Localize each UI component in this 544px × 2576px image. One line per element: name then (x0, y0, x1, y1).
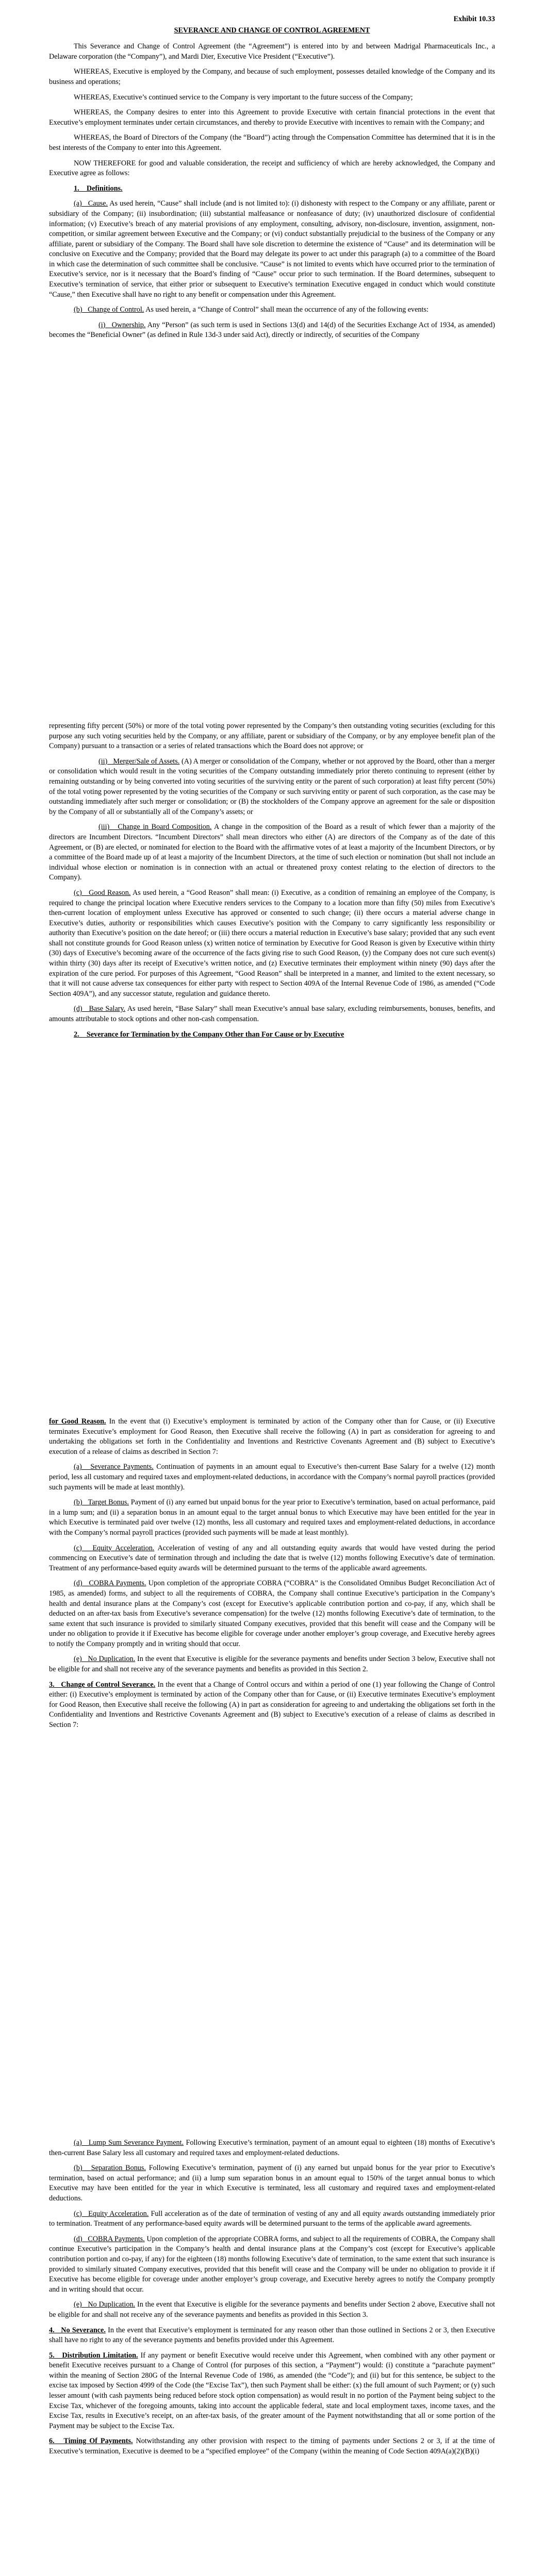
page-4-content (49, 2138, 495, 2462)
change-of-control-label: (b) Change of Control. (74, 306, 144, 314)
s2-no-duplication (49, 1654, 495, 1674)
cause-definition (49, 199, 495, 300)
section-1-title: 1. Definitions. (74, 184, 123, 193)
s3-cobra-payments-label: (d) COBRA Payments. (74, 2234, 145, 2243)
section-2-intro-text: In the event that (i) Executive’s employment is terminated by action of the Company other than for Cause, or (ii) Executive terminates Executive’s employment for Good Reason, then Executive shall receive the following (A) in part as consideration for agreeing to and undertaking the obligations set forth in the Confidentiality and Inventions and Restrictive Covenants Agreement and (B) subject to Executive’s execution of a release of claims as described in Section 7: (49, 1417, 495, 1456)
s3-cobra-payments (49, 2234, 495, 2295)
section-3-text: In the event that a Change of Control occurs and within a period of one (1) year following the Change of Control either: (i) Executive’s employment is terminated by action of the Company other than for Cause, or (ii) Executive terminates Executive’s employment for Good Reason, then Executive shall receive the following (A) in part as consideration for agreeing to and undertaking the obligations set forth in the Confidentiality and Inventions and Restrictive Covenants Agreement and (B) subject to Executive’s execution of a release of claims as described in Section 7: (49, 1680, 495, 1730)
merger-label: (ii) Merger/Sale of Assets. (98, 757, 180, 766)
s2-severance-payments (49, 1462, 495, 1493)
section-5 (49, 2351, 495, 2432)
whereas-3: WHEREAS, the Company desires to enter into this Agreement to provide Executive with certain financial protections in the event that Executive’s employment terminates under certain circumstances, and thereby to provide Executive with incentives to remain with the Company; and (49, 108, 495, 127)
base-salary-text: As used herein, “Base Salary” shall mean Executive’s annual base salary, excluding reimbursements, bonuses, benefits, and amounts attributable to stock options and other non-cash compensation. (49, 1005, 495, 1024)
section-6-heading: 6. Timing Of Payments. (49, 2437, 133, 2446)
ownership-clause (49, 320, 495, 341)
section-5-text: If any payment or benefit Executive would receive under this Agreement, when combined with any other payment or benefit Executive receives pursuant to a Change of Control (for purposes of this section, a “Payment”) would: (i) constitute a “parachute payment” within the meaning of Section 280G of the Internal Revenue Code of 1986, as amended (the “Code”); and (ii) but for this sentence, be subject to the excise tax imposed by Section 4999 of the Code (the “Excise Tax”), then such Payment shall be either: (x) the full amount of such Payment; or (y) such lesser amount (with cash payments being reduced before stock option compensation) as would result in no portion of the Payment being subject to the Excise Tax, whichever of the foregoing amounts, taking into account the applicable federal, state and local employment taxes, income taxes, and the Excise Tax, results in Executive’s receipt, on an after-tax basis, of the greater amount of the Payment notwithstanding that all or some portion of the Payment may be subject to the Excise Tax. (49, 2351, 495, 2430)
board-composition-clause (49, 822, 495, 883)
page-3 (0, 1396, 544, 2123)
s3-equity-acceleration-text: Full acceleration as of the date of termination of vesting of any and all equity awards outstanding immediately prior to termination. Treatment of any performance-based equity awards will be determined pursuant to the terms of the applicable award agreements. (49, 2209, 495, 2228)
section-6-text: Notwithstanding any other provision with respect to the timing of payments under Sections 2 or 3, if at the time of Executive’s termination, Executive is deemed to be a “specified employee” of the Company (within the meaning of Code Section 409A(a)(2)(B)(i) (49, 2437, 496, 2456)
intro-paragraph: This Severance and Change of Control Agreement (the “Agreement”) is entered into by and between Madrigal Pharmaceuticals Inc., a Delaware corporation (the “Company”), and Mardi Dier, Executive Vice President (“Executive”). (49, 42, 495, 61)
s2-equity-acceleration-text: Acceleration of vesting of any and all outstanding equity awards that would have vested during the period commencing on Executive’s date of termination through and including the date that is twelve (12) months following Executive’s date of termination. Treatment of any performance-based equity awards will be determined pursuant to the terms of the applicable award agreements. (49, 1544, 496, 1572)
s2-no-duplication-text: In the event that Executive is eligible for the severance payments and benefits under Section 3 below, Executive shall not be eligible for and shall not receive any of the severance payments and benefits as provided in this Section 2. (49, 1655, 496, 1674)
page-1 (0, 0, 544, 701)
section-2-continued (49, 1417, 495, 1457)
s2-equity-acceleration-label: (c) Equity Acceleration. (74, 1544, 155, 1552)
s3-equity-acceleration-label: (c) Equity Acceleration. (74, 2209, 149, 2218)
section-3 (49, 1680, 495, 1731)
s2-equity-acceleration (49, 1544, 495, 1574)
base-salary-definition (49, 1004, 495, 1024)
s3-no-duplication-text: In the event that Executive is eligible for the severance payments and benefits under Section 2 above, Executive shall not be eligible for and shall not receive any of the severance payments and benefits as provided in this Section 3. (49, 2300, 496, 2319)
s3-no-duplication (49, 2300, 495, 2320)
s2-severance-payments-label: (a) Severance Payments. (74, 1463, 154, 1471)
whereas-1: WHEREAS, Executive is employed by the Company, and because of such employment, possesses detailed knowledge of the Company and its business and operations; (49, 67, 495, 86)
page-2-content (49, 721, 495, 1045)
page-2 (0, 701, 544, 1396)
cause-label: (a) Cause. (74, 199, 108, 208)
change-of-control-definition (49, 305, 495, 315)
s3-separation-bonus (49, 2163, 495, 2204)
s2-cobra-payments-text: Upon completion of the appropriate COBRA (“COBRA” is the Consolidated Omnibus Budget Reconciliation Act of 1985, as amended) forms, and subject to all the requirements of COBRA, the Company shall continue Executive’s participation in the Company’s health and dental insurance plans at the Company’s cost (except for Executive’s applicable contribution portion and co-pay, if any, which shall be deducted on an after-tax basis from Executive’s severance compensation) for the twelve (12) months following Executive’s date of termination, to the same extent that such insurance is provided to similarly situated Company executives, provided that this benefit will cease and the Company will be under no obligation to provide it if Executive has become eligible for coverage under another employer’s group coverage, and Executive hereby agrees to notify the Company promptly and in writing should that occur. (49, 1579, 496, 1648)
section-4-heading: 4. No Severance. (49, 2326, 106, 2334)
s2-target-bonus-label: (b) Target Bonus. (74, 1498, 129, 1507)
page-3-content (49, 1417, 495, 1736)
cause-text: As used herein, “Cause” shall include (and is not limited to): (i) dishonesty with respect to the Company or any affiliate, parent or subsidiary of the Company; (ii) insubordination; (iii) substantial malfeasance or nonfeasance of duty; (iv) unauthorized disclosure of confidential information; (v) Executive’s breach of any material provisions of any employment, consulting, advisory, non-disclosure, invention, assignment, non-competition, or similar agreement between Executive and the Company; or (vi) conduct substantially prejudicial to the business of the Company or any affiliate, parent or subsidiary of the Company. The Board shall have sole discretion to determine the existence of “Cause” and its determination will be conclusive on Executive and the Company; provided that the Board may delegate its power to act under this paragraph (a) to a committee of the Board in which case the determination of such committee shall be conclusive. “Cause” is not limited to events which have occurred prior to the termination of Executive’s service, nor is it necessary that the Board’s finding of “Cause” occur prior to such termination. If the Board determines, subsequent to Executive’s termination of service, that either prior or subsequent to Executive’s termination Executive engaged in conduct which would constitute “Cause,” then Executive shall have no right to any benefit or compensation under this Agreement. (49, 199, 495, 299)
s3-cobra-payments-text: Upon completion of the appropriate COBRA forms, and subject to all the requirements of COBRA, the Company shall continue Executive’s participation in the Company’s health and dental insurance plans at the Company’s cost (except for Executive’s applicable contribution portion and co-pay, if any) for the eighteen (18) months following Executive’s date of termination, to the same extent that such insurance is provided to similarly situated Company executives, provided that this benefit will cease and the Company will be under no obligation to provide it if Executive has become eligible for coverage under another employer’s group coverage, and Executive hereby agrees to notify the Company promptly and in writing should that occur. (49, 2234, 495, 2294)
base-salary-label: (d) Base Salary. (74, 1005, 126, 1013)
page-4 (0, 2123, 544, 2576)
section-5-heading: 5. Distribution Limitation. (49, 2351, 138, 2360)
s3-lump-sum-text: Following Executive’s termination, payment of an amount equal to eighteen (18) months of Executive’s then-current Base Salary less all customary and required taxes and employment-related deductions. (49, 2139, 496, 2157)
good-reason-definition (49, 888, 495, 999)
s3-no-duplication-label: (e) No Duplication. (74, 2300, 136, 2309)
s2-target-bonus (49, 1498, 495, 1538)
s3-equity-acceleration (49, 2209, 495, 2229)
good-reason-label: (c) Good Reason. (74, 888, 131, 897)
s2-severance-payments-text: Continuation of payments in an amount equal to Executive’s then-current Base Salary for a twelve (12) month period, less all customary and required taxes and employment-related deductions, in accordance with the Company’s normal payroll practices (provided such payments will be made at least monthly). (49, 1463, 495, 1492)
section-3-heading: 3. Change of Control Severance. (49, 1680, 156, 1689)
ownership-label: (i) Ownership. (98, 320, 146, 329)
board-composition-label: (iii) Change in Board Composition. (98, 823, 212, 832)
whereas-4: WHEREAS, the Board of Directors of the Company (the “Board”) acting through the Compensation Committee has determined that it is in the best interests of the Company to enter into this Agreement. (49, 133, 495, 152)
whereas-2: WHEREAS, Executive’s continued service to the Company is very important to the future success of the Company; (74, 93, 413, 101)
merger-clause (49, 757, 495, 818)
merger-text: (A) A merger or consolidation of the Company, whether or not approved by the Board, other than a merger or consolidation which would result in the voting securities of the Company outstanding immediately prior thereto continuing to represent (either by remaining outstanding or by being converted into voting securities of the surviving entity or the parent of such corporation) at least fifty percent (50%) of the total voting power represented by the voting securities of the Company or such surviving entity or parent of such corporation, as the case may be outstanding immediately after such merger or consolidation; or (B) the stockholders of the Company approve an agreement for the sale or disposition by the Company of all or substantially all of the Company’s assets; or (49, 757, 495, 816)
section-4 (49, 2326, 495, 2346)
section-4-text: In the event that Executive’s employment is terminated for any reason other than those outlined in Sections 2 or 3, then Executive shall have no right to any of the severance payments and benefits provided under this Agreement. (49, 2326, 496, 2345)
section-2-heading (49, 1030, 495, 1040)
s3-lump-sum-label: (a) Lump Sum Severance Payment. (74, 2139, 184, 2147)
document-title: SEVERANCE AND CHANGE OF CONTROL AGREEMENT (174, 26, 370, 35)
section-1-heading (49, 184, 495, 194)
s3-separation-bonus-text: Following Executive’s termination, payment of (i) any earned but unpaid bonus for the year prior to Executive’s termination, based on actual performance; and (ii) a lump sum separation bonus in an amount equal to 150% of the target annual bonus to which Executive may have been entitled for the year in which Executive is terminated, less all customary and required taxes and employment-related deductions. (49, 2164, 495, 2202)
s3-separation-bonus-label: (b) Separation Bonus. (74, 2164, 146, 2173)
section-2-title-continued: for Good Reason. (49, 1417, 106, 1426)
ownership-text: Any “Person” (as such term is used in Sections 13(d) and 14(d) of the Securities Exchange Act of 1934, as amended) becomes the “Beneficial Owner” (as defined in Rule 13d-3 under said Act), directly or indirectly, of securities of the Company (49, 320, 496, 340)
s2-target-bonus-text: Payment of (i) any earned but unpaid bonus for the year prior to Executive’s termination, based on actual performance, paid in a lump sum; and (ii) a separation bonus in an amount equal to the target annual bonus to which Executive may have been entitled for the year in which Executive is terminated paid over twelve (12) months, less all customary and required taxes and employment-related deductions, in accordance with the Company’s normal payroll practices (provided such payments will be made at least monthly). (49, 1498, 495, 1537)
good-reason-text: As used herein, a “Good Reason” shall mean: (i) Executive, as a condition of remaining an employee of the Company, is required to change the principal location where Executive renders services to the Company to a location more than fifty (50) miles from Executive’s then-current location of employment unless Executive has approved or consented to such change; (ii) there occurs a material adverse change in Executive’s duties, authority or responsibilities which causes Executive’s position with the Company to carry significantly less responsibility or authority than Executive’s position on the date hereof; or (iii) there occurs a material reduction in Executive’s base salary; provided that any such event shall not constitute grounds for Good Reason unless (x) written notice of termination by Executive for Good Reason is given by Executive within thirty (30) days of Executive’s becoming aware of the occurrence of the facts giving rise to such Good Reason, (y) the Company does not cure such event(s) within thirty (30) days after its receipt of Executive’s written notice, and (z) Executive terminates their employment within ninety (90) days after the expiration of the cure period. For purposes of this Agreement, “Good Reason” shall be interpreted in a manner, and limited to the extent necessary, so that it will not cause adverse tax consequences for either party with respect to Section 409A of the Internal Revenue Code of 1986, as amended (“Code Section 409A”), and any successor statute, regulation and guidance thereto. (49, 888, 496, 998)
s3-lump-sum (49, 2138, 495, 2158)
s2-no-duplication-label: (e) No Duplication. (74, 1655, 136, 1664)
section-6 (49, 2436, 495, 2456)
s2-cobra-payments-label: (d) COBRA Payments. (74, 1579, 146, 1588)
s2-cobra-payments (49, 1579, 495, 1649)
change-of-control-text: As used herein, a “Change of Control” shall mean the occurrence of any of the following events: (145, 306, 428, 314)
section-2-title: 2. Severance for Termination by the Company Other than For Cause or by Executive (74, 1030, 344, 1039)
now-therefore: NOW THEREFORE for good and valuable consideration, the receipt and sufficiency of which are hereby acknowledged, the Company and Executive agree as follows: (49, 159, 495, 178)
ownership-continued: representing fifty percent (50%) or more of the total voting power represented by the Company’s then outstanding voting securities (excluding for this purpose any such voting securities held by the Company, or any affiliate, parent or subsidiary of the Company, or by any employee benefit plan of the Company) pursuant to a transaction or a series of related transactions which the Board does not approve; or (49, 722, 495, 751)
page-1-content (49, 14, 495, 346)
board-composition-text: A change in the composition of the Board as a result of which fewer than a majority of the directors are Incumbent Directors. “Incumbent Directors” shall mean directors who either (A) are directors of the Company as of the date of this Agreement, or (B) are elected, or nominated for election to the Board with the affirmative votes of at least a majority of the Incumbent Directors, or by a committee of the Board made up of at least a majority of the Incumbent Directors, at the time of such election or nomination (but shall not include an individual whose election or nomination is in connection with an actual or threatened proxy contest relating to the election of directors to the Company). (49, 823, 495, 882)
exhibit-label: Exhibit 10.33 (453, 15, 495, 23)
